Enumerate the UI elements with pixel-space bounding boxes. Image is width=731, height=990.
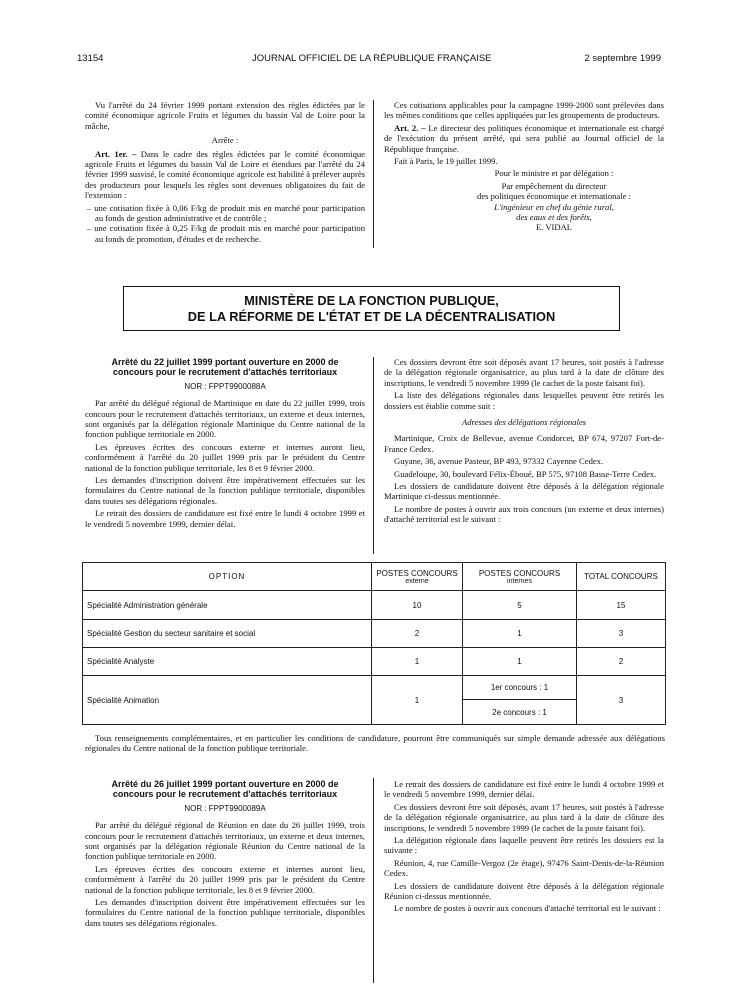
list-item: – une cotisation fixée à 0,25 F/kg de produit mis en marché pour participation au fonds de promotion, d'études et de recherche.: [87, 223, 365, 244]
arrete-1-right: [384, 357, 664, 527]
paragraph: Les épreuves écrites des concours externe et internes auront lieu, conformément à l'arrêté du 20 juillet 1999 pris par le président du Centre national de la fonction publique territoriale, les 8 et 9 février 2000.: [85, 863, 365, 895]
issue-date: 2 septembre 1999: [584, 53, 661, 64]
signature-line: Pour le ministre et par délégation :: [494, 168, 614, 179]
paragraph: Par arrêté du délégué régional de Martinique en date du 22 juillet 1999, trois concours pour le recrutement d'attachés territoriaux, un externe et deux internes, sont organisés par la délégation régionale Martinique du Centre national de la fonction publique territoriale en 2000.: [85, 398, 365, 440]
internal-cell: 1er concours : 1: [463, 676, 577, 700]
paragraph: Les épreuves écrites des concours externe et internes auront lieu, conformément à l'arrêté du 20 juillet 1999 pris par le président du Centre national de la fonction publique territoriale, les 8 et 9 février 2000.: [85, 441, 365, 473]
ministry-line-2: DE LA RÉFORME DE L'ÉTAT ET DE LA DÉCENTRALISATION: [187, 309, 556, 324]
paragraph: Le nombre de postes à ouvrir aux concours d'attaché territorial est le suivant :: [394, 903, 661, 914]
paragraph: Tous renseignements complémentaires, et en particulier les conditions de candidature, pourront être communiqués sur simple demande adressée aux délégations régionales du Centre national de la fonction publique territoriale.: [85, 733, 665, 754]
ministry-line-1: MINISTÈRE DE LA FONCTION PUBLIQUE,: [244, 293, 499, 308]
paragraph: Ces dossiers devront être soit déposés avant 17 heures, soit postés à l'adresse de la délégation régionale organisatrice, au plus tard à la date de clôture des inscriptions, le vendredi 5 novembre 1999 (le cachet de la poste faisant foi).: [384, 357, 664, 388]
total-cell: 2: [577, 648, 666, 676]
external-cell: 1: [372, 676, 463, 725]
top-right-column: [384, 100, 664, 233]
arrete-2-right: [384, 779, 664, 916]
paragraph: Le nombre de postes à ouvrir aux trois concours (un externe et deux internes) d'attaché territorial est le suivant :: [384, 503, 664, 525]
signature-name: E. VIDAL: [535, 222, 573, 233]
paragraph: La délégation régionale dans laquelle peuvent être retirés les dossiers est la suivante :: [384, 835, 664, 856]
paragraph: Ces dossiers devront être soit déposés, avant 17 heures, soit postés à l'adresse de la délégation régionale organisatrice, au plus tard à la date de clôture des inscriptions, le vendredi 5 novembre 1999 (le cachet de la poste faisant foi).: [384, 801, 664, 833]
header-external: [372, 563, 463, 591]
header-internal-label: POSTES CONCOURS: [478, 568, 561, 578]
nor-reference: NOR : FPPT9900089A: [184, 803, 266, 813]
table-row: [83, 676, 666, 700]
paragraph: Les dossiers de candidature doivent être déposés à la délégation régionale Martinique ci-dessus mentionnée.: [384, 481, 664, 502]
header-internal-sub: internes: [507, 577, 532, 585]
option-cell: Spécialité Administration générale: [83, 591, 372, 620]
arrete-heading: Arrête :: [211, 135, 239, 146]
article-2: [384, 123, 664, 154]
table-row: [83, 591, 666, 620]
column-divider: [373, 100, 374, 248]
paragraph: Le retrait des dossiers de candidature est fixé entre le lundi 4 octobre 1999 et le vendredi 5 novembre 1999, dernier délai.: [85, 508, 365, 529]
external-cell: 10: [372, 591, 463, 620]
header-internal: [463, 563, 577, 591]
article-text: Le directeur des politiques économique et internationale est chargé de l'exécution du présent arrêté, qui sera publié au Journal officiel de la République française.: [384, 122, 665, 154]
option-cell: Spécialité Analyste: [83, 648, 372, 676]
journal-title: JOURNAL OFFICIEL DE LA RÉPUBLIQUE FRANÇAISE: [252, 53, 492, 64]
article-text: Dans le cadre des règles édictées par le comité économique agricole Fruits et légumes du bassin Val de Loire et étendues par l'arrêté du 24 février 1999 susvisé, le comité économique agricole est habilité à prélever auprès des producteurs pour lesquels les règles sont devenues obligatoires du fait de l'extension :: [85, 148, 365, 201]
paragraph: Les dossiers de candidature doivent être déposés à la délégation régionale Réunion ci-dessus mentionnée.: [384, 880, 664, 902]
signature-line: L'ingénieur en chef du génie rural,: [494, 201, 614, 212]
option-cell: Spécialité Gestion du secteur sanitaire et social: [83, 620, 372, 648]
paragraph: Vu l'arrêté du 24 février 1999 portant extension des règles édictées par le comité économique agricole Fruits et légumes du bassin Val de Loire pour la mâche,: [85, 100, 365, 131]
option-cell: Spécialité Animation: [83, 676, 372, 725]
nor-reference: NOR : FPPT9900088A: [184, 381, 266, 391]
external-cell: 2: [372, 620, 463, 648]
internal-cell: 1: [463, 648, 577, 676]
column-divider: [373, 357, 374, 554]
article-1: [85, 149, 365, 201]
total-cell: 3: [577, 620, 666, 648]
table-row: [83, 648, 666, 676]
arrete-2-left: [85, 779, 365, 930]
total-cell: 15: [577, 591, 666, 620]
header-total: TOTAL CONCOURS: [577, 563, 666, 591]
internal-cell: 5: [463, 591, 577, 620]
external-cell: 1: [372, 648, 463, 676]
after-table-note: [85, 733, 665, 756]
ministry-heading-box: [123, 286, 620, 331]
signature-line: des eaux et des forêts,: [516, 212, 592, 223]
paragraph: Guyane, 36, avenue Pasteur, BP 493, 97332 Cayenne Cedex.: [394, 456, 604, 467]
paragraph: Par arrêté du délégué régional de Réunion en date du 26 juillet 1999, trois concours pour le recrutement d'attachés territoriaux, un externe et deux internes, sont organisés par la délégation régionale Réunion du Centre national de la fonction publique territoriale en 2000.: [85, 820, 365, 862]
arrete-1-left: [85, 357, 365, 531]
list-item: – une cotisation fixée à 0,06 F/kg de produit mis en marché pour participation au fonds de gestion administrative et de contrôle ;: [87, 202, 365, 224]
posts-table: [82, 562, 666, 725]
header-option: OPTION: [83, 563, 372, 591]
top-left-column: [85, 100, 365, 244]
article-label: Art. 1er. –: [95, 148, 137, 159]
section-heading: Adresses des délégations régionales: [461, 417, 587, 428]
paragraph: La liste des délégations régionales dans lesquelles peuvent être retirés les dossiers est établie comme suit :: [384, 390, 664, 411]
paragraph: Les demandes d'inscription doivent être impérativement effectuées sur les formulaires du Centre national de la fonction publique territoriale, disponibles dans toutes ses délégations régionales.: [85, 475, 365, 506]
header-external-sub: externe: [405, 577, 429, 585]
header-external-label: POSTES CONCOURS: [376, 568, 458, 578]
arrete-title: Arrêté du 22 juillet 1999 portant ouverture en 2000 de concours pour le recrutement d'attachés territoriaux: [111, 357, 339, 378]
signature-line: Par empêchement du directeur: [501, 180, 607, 191]
signature-date: Fait à Paris, le 19 juillet 1999.: [394, 156, 498, 167]
page-number: 13154: [77, 53, 104, 64]
paragraph: Martinique, Croix de Bellevue, avenue Condorcet, BP 674, 97207 Fort-de-France Cedex.: [384, 433, 664, 454]
arrete-title: Arrêté du 26 juillet 1999 portant ouverture en 2000 de concours pour le recrutement d'attachés territoriaux: [111, 779, 339, 800]
table-row: [83, 620, 666, 648]
paragraph: Ces cotisations applicables pour la campagne 1999-2000 sont prélevées dans les mêmes conditions que celles appliquées par les groupements de producteurs.: [384, 100, 664, 121]
paragraph: Les demandes d'inscription doivent être impérativement effectuées sur les formulaires du Centre national de la fonction publique territoriale, disponibles dans toutes ses délégations régionales.: [85, 897, 365, 928]
total-cell: 3: [577, 676, 666, 725]
paragraph: Réunion, 4, rue Camille-Vergoz (2e étage), 97476 Saint-Denis-de-la-Réunion Cedex.: [384, 857, 664, 879]
table-header-row: [83, 563, 666, 591]
internal-cell: 2e concours : 1: [463, 700, 577, 725]
article-label: Art. 2. –: [394, 122, 426, 133]
column-divider: [373, 778, 374, 983]
signature-line: des politiques économique et internationale :: [477, 191, 631, 202]
internal-cell: 1: [463, 620, 577, 648]
paragraph: Le retrait des dossiers de candidature est fixé entre le lundi 4 octobre 1999 et le vendredi 5 novembre 1999, dernier délai.: [384, 779, 664, 800]
paragraph: Guadeloupe, 30, boulevard Félix-Éboué, BP 575, 97108 Basse-Terre Cedex.: [394, 468, 657, 479]
